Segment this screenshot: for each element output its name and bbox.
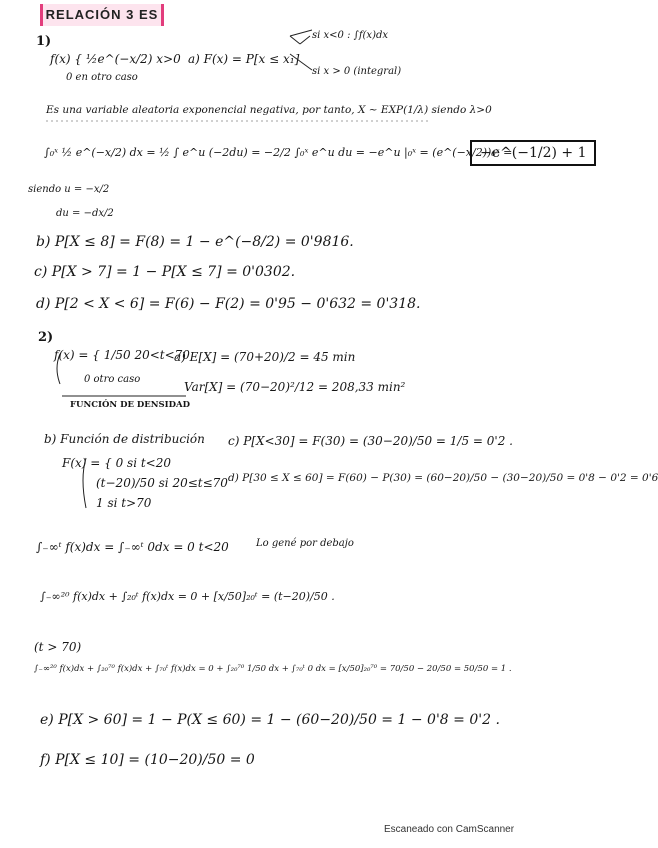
ex2-part-f: f) P[X ≤ 10] = (10−20)/50 = 0 xyxy=(40,752,255,768)
exercise-2-number: 2) xyxy=(38,330,54,345)
ex2-density-else: 0 otro caso xyxy=(84,374,141,385)
ex2-integral-2: ∫₋∞²⁰ f(x)dx + ∫₂₀ᵗ f(x)dx = 0 + [x/50]₂₀ᵗ = (t−20)/50 . xyxy=(40,590,335,603)
ex2-part-c: c) P[X<30] = F(30) = (30−20)/50 = 1/5 = 0'2 . xyxy=(228,434,513,448)
ex1-part-d: d) P[2 < X < 6] = F(6) − F(2) = 0'95 − 0'632 = 0'318. xyxy=(36,296,421,312)
ex1-part-a: a) F(x) = P[x ≤ x₁] xyxy=(188,52,300,66)
ex2-integral-3: ∫₋∞²⁰ f(x)dx + ∫₂₀⁷⁰ f(x)dx + ∫₇₀ᵗ f(x)dx = 0 + ∫₂₀⁷⁰ 1/50 dx + ∫₇₀ᵗ 0 dx = [x/50]₂₀⁷⁰ = 70/50 − 20/50 = 50/50 = 1 . xyxy=(34,664,512,674)
branch-arrow-icon xyxy=(290,36,310,44)
scanner-footer: Escaneado con CamScanner xyxy=(384,824,515,835)
ex1-statement: Es una variable aleatoria exponencial negativa, por tanto, X ~ EXP(1/λ) siendo λ>0 xyxy=(46,104,492,116)
ex2-distribution-1: F(x) = { 0 si t<20 xyxy=(62,456,171,470)
ex2-variance: Var[X] = (70−20)²/12 = 208,33 min² xyxy=(184,380,406,394)
distribution-brace-icon xyxy=(83,458,86,508)
branch-lines xyxy=(290,30,312,70)
ex1-density-else: 0 en otro caso xyxy=(66,72,138,83)
page-title: RELACIÓN 3 ES xyxy=(40,4,164,26)
ex2-integral-1: ∫₋∞ᵗ f(x)dx = ∫₋∞ᵗ 0dx = 0 t<20 xyxy=(36,540,229,554)
ex1-density: f(x) { ½e^(−x/2) x>0 xyxy=(50,52,181,66)
ex1-part-b: b) P[X ≤ 8] = F(8) = 1 − e^(−8/2) = 0'9816. xyxy=(36,234,354,250)
density-brace-icon xyxy=(57,354,60,384)
ex2-density-label: FUNCIÓN DE DENSIDAD xyxy=(70,400,190,410)
ex2-distribution-3: 1 si t>70 xyxy=(96,496,152,510)
ex2-part-d: d) P[30 ≤ X ≤ 60] = F(60) − P(30) = (60−20)/50 − (30−20)/50 = 0'8 − 0'2 = 0'6 xyxy=(228,472,658,484)
ex2-part-e: e) P[X > 60] = 1 − P(X ≤ 60) = 1 − (60−20)/50 = 1 − 0'8 = 0'2 . xyxy=(40,712,500,728)
ex2-part-a: a) E[X] = (70+20)/2 = 45 min xyxy=(174,350,356,364)
ex2-density: f(x) = { 1/50 20<t<70 xyxy=(54,348,190,362)
ex1-integral: ∫₀ˣ ½ e^(−x/2) dx = ½ ∫ e^u (−2du) = −2/2 ∫₀ˣ e^u du = −e^u |₀ˣ = (e^(−x/2))₀ˣ = xyxy=(44,146,513,159)
ex1-part-a-branch-1: si x<0 : ∫f(x)dx xyxy=(312,30,389,41)
ex2-distribution-2: (t−20)/50 si 20≤t≤70 xyxy=(96,476,228,490)
ex1-substitution-2: du = −dx/2 xyxy=(56,208,114,219)
ex1-substitution-1: siendo u = −x/2 xyxy=(28,184,110,195)
ex1-result-box: −e^(−1/2) + 1 xyxy=(470,140,596,166)
ex2-note: Lo gené por debajo xyxy=(256,538,354,549)
ex2-t-gt-70: (t > 70) xyxy=(34,640,82,654)
exercise-1-number: 1) xyxy=(36,34,52,49)
ex1-part-a-branch-2: si x > 0 (integral) xyxy=(312,66,402,77)
ex1-part-c: c) P[X > 7] = 1 − P[X ≤ 7] = 0'0302. xyxy=(34,264,296,280)
ex2-part-b-label: b) Función de distribución xyxy=(44,432,205,446)
